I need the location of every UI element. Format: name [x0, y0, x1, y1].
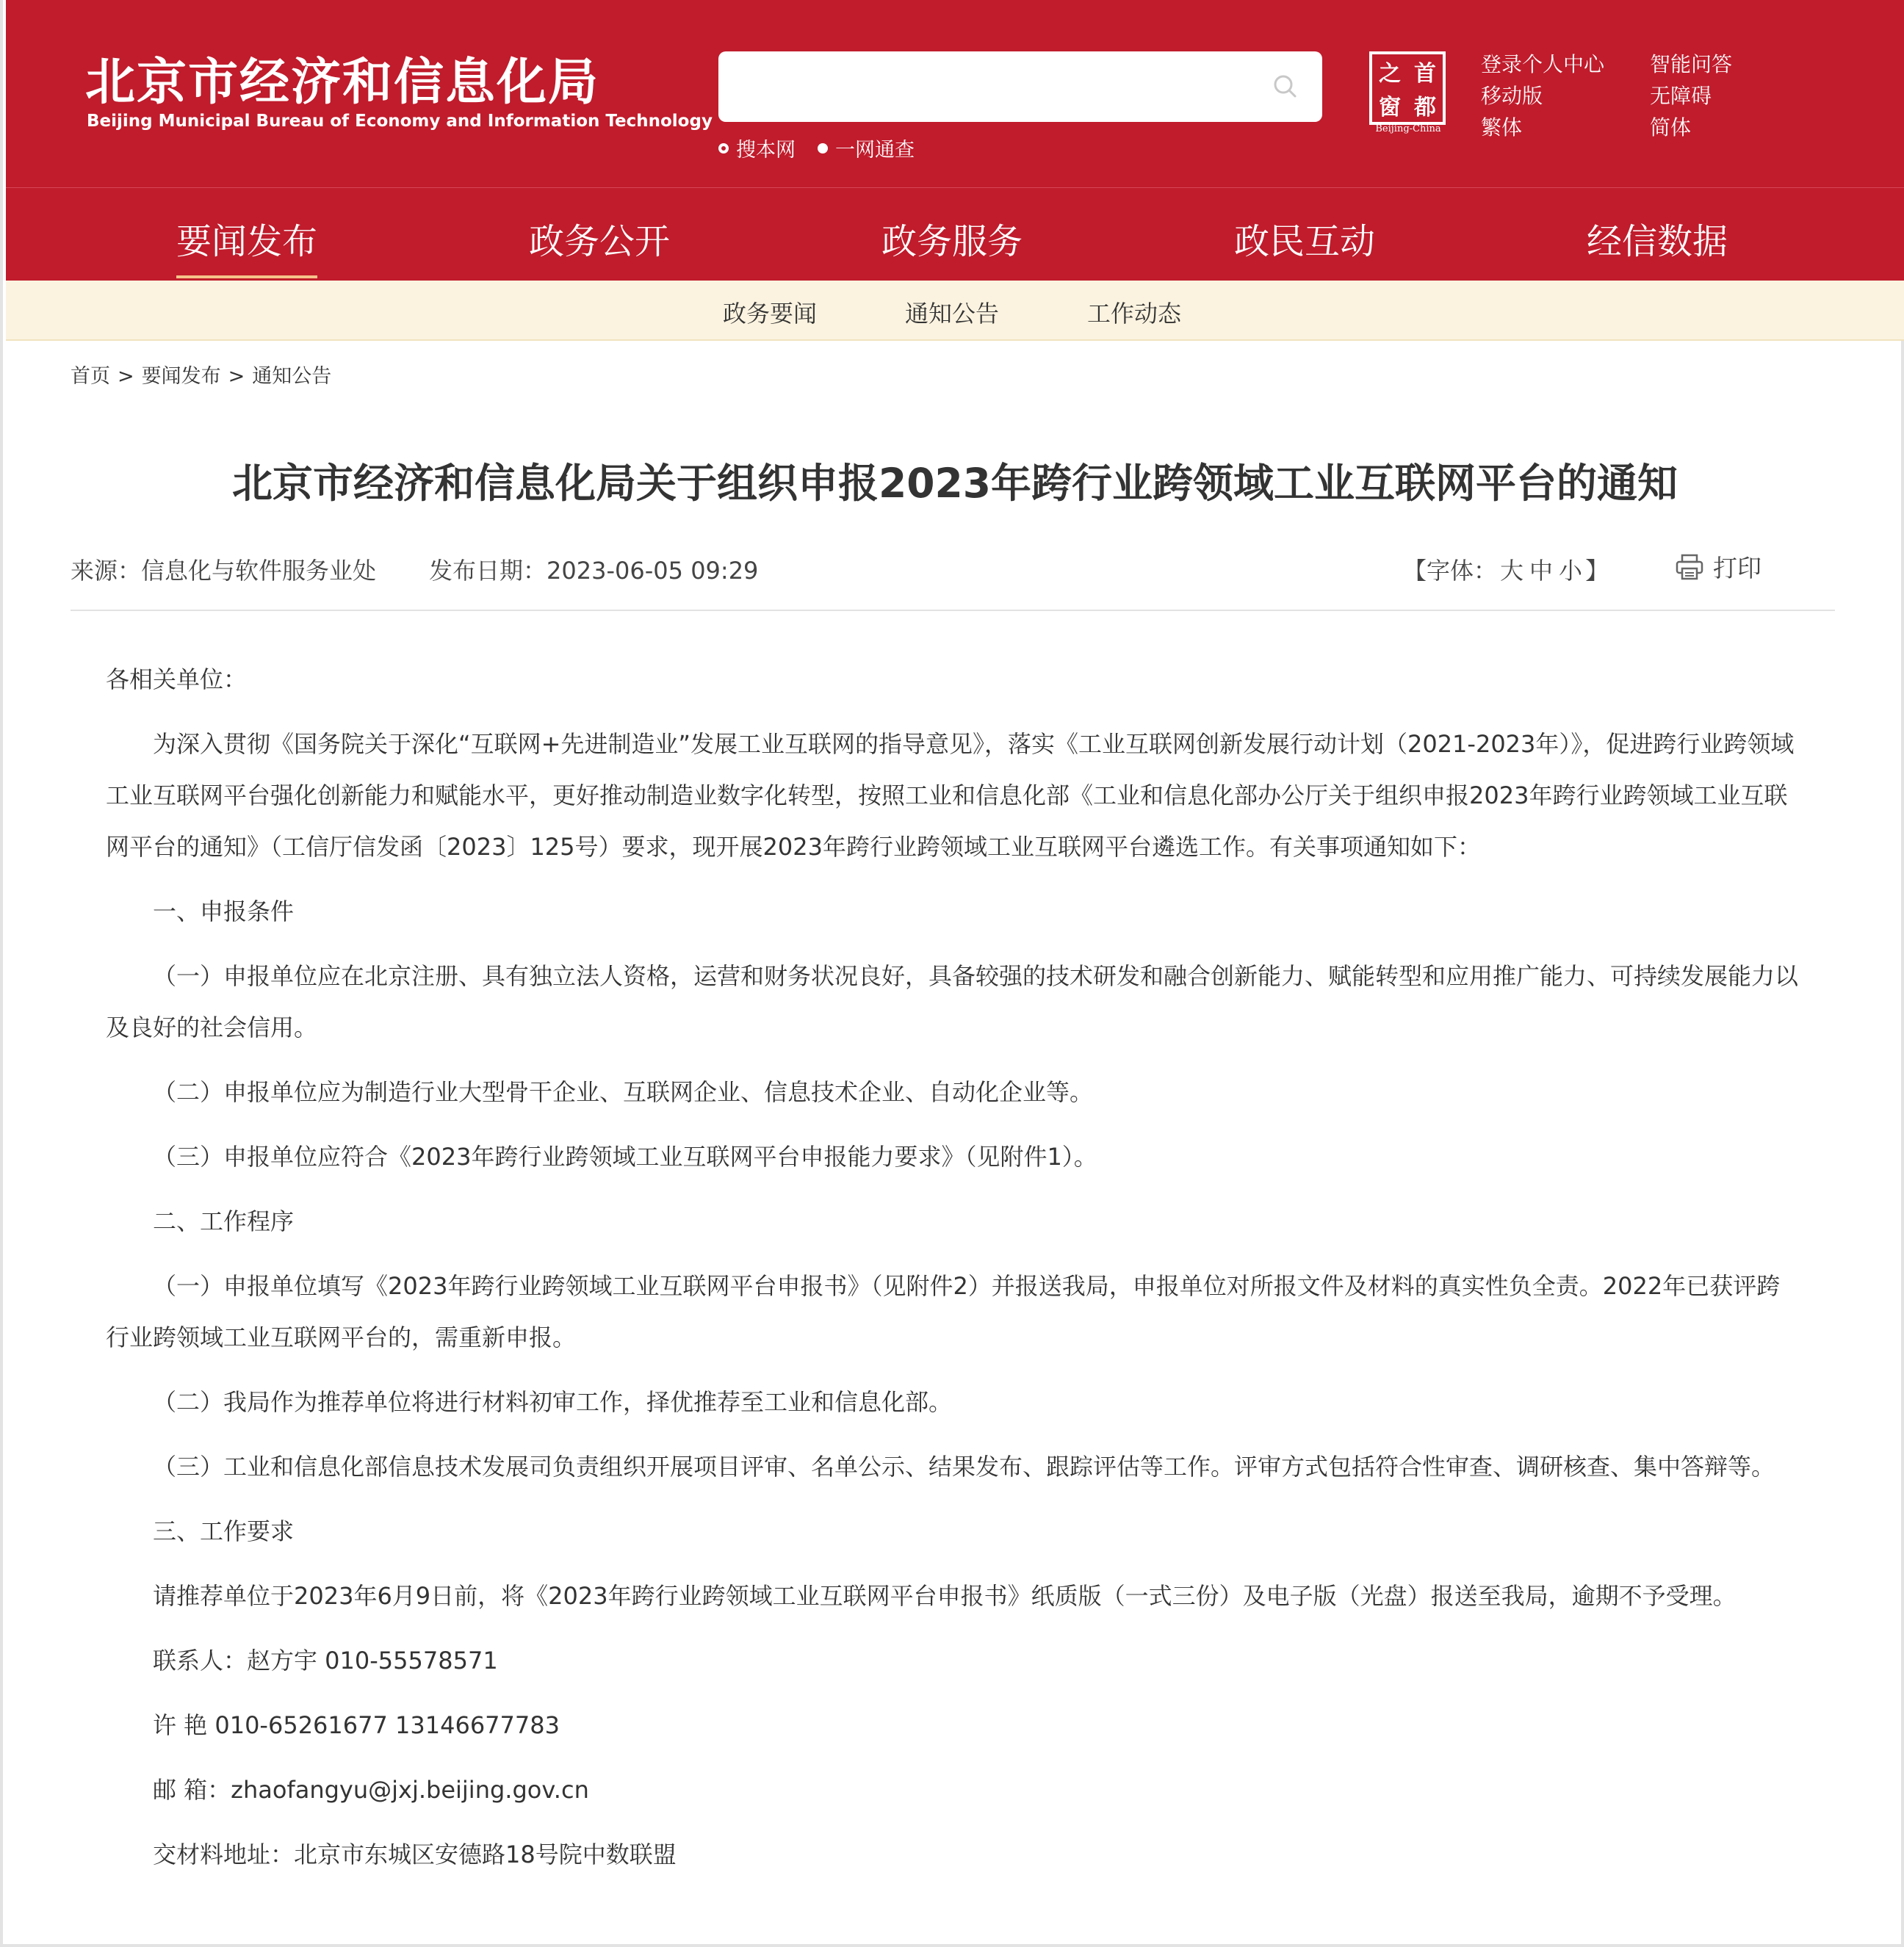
subnav-item-notices[interactable]: 通知公告 — [905, 300, 1000, 328]
breadcrumb-separator: > — [228, 365, 245, 388]
breadcrumb — [71, 360, 331, 389]
link-traditional[interactable]: 繁体 — [1481, 115, 1523, 140]
capital-logo-char: 之 — [1379, 61, 1401, 87]
site-header — [6, 0, 1904, 188]
print-label: 打印 — [1713, 554, 1761, 582]
link-mobile[interactable]: 移动版 — [1481, 84, 1543, 108]
contact-line: 许 艳 010-65261677 13146677783 — [153, 1711, 560, 1739]
main-nav — [6, 188, 1904, 281]
header-links-right — [1650, 48, 1732, 143]
sub-nav — [6, 281, 1904, 341]
capital-logo-sub: Beijing-China — [1375, 123, 1441, 134]
font-size-open: 【字体： — [1403, 557, 1498, 585]
article-paragraph: （二）我局作为推荐单位将进行材料初审工作，择优推荐至工业和信息化部。 — [153, 1388, 953, 1416]
nav-item-services[interactable]: 政务服务 — [881, 221, 1023, 262]
site-logo-cn[interactable]: 北京市经济和信息化局 — [85, 54, 600, 112]
font-size-large[interactable]: 大 — [1500, 557, 1524, 585]
source-value: 信息化与软件服务业处 — [141, 557, 377, 585]
breadcrumb-news[interactable]: 要闻发布 — [141, 365, 221, 388]
contact-address: 交材料地址：北京市东城区安德路18号院中数联盟 — [153, 1841, 677, 1868]
print-button[interactable] — [1675, 549, 1761, 584]
article-paragraph: （二）申报单位应为制造行业大型骨干企业、互联网企业、信息技术企业、自动化企业等。 — [153, 1078, 1094, 1106]
article-heading: 三、工作要求 — [153, 1517, 295, 1545]
article-body — [106, 654, 1803, 1893]
nav-item-news[interactable]: 要闻发布 — [176, 213, 317, 264]
article-paragraph: 为深入贯彻《国务院关于深化“互联网+先进制造业”发展工业互联网的指导意见》，落实《工业互联网创新发展行动计划（2021-2023年）》，促进跨行业跨领域工业互联网平台强化创新能力和赋能水平，更好推动制造业数字化转型，按照工业和信息化部《工业和信息化部办公厅关于组织申报2023年跨行业跨领域工业互联网平台的通知》（工信厅信发函〔2023〕125号）要求，现开展2023年跨行业跨领域工业互联网平台遴选工作。有关事项通知如下： — [106, 730, 1795, 861]
breadcrumb-separator: > — [118, 365, 134, 388]
article-paragraph: （一）申报单位应在北京注册、具有独立法人资格，运营和财务状况良好，具备较强的技术研发和融合创新能力、赋能转型和应用推广能力、可持续发展能力以及良好的社会信用。 — [106, 962, 1799, 1041]
article-meta — [71, 552, 758, 586]
nav-item-data[interactable]: 经信数据 — [1587, 221, 1728, 262]
link-ai-qa[interactable]: 智能问答 — [1650, 52, 1733, 76]
article-paragraph: 请推荐单位于2023年6月9日前，将《2023年跨行业跨领域工业互联网平台申报书》纸质版（一式三份）及电子版（光盘）报送至我局，逾期不予受理。 — [153, 1582, 1737, 1610]
search-icon[interactable] — [1269, 71, 1302, 103]
article-heading: 二、工作程序 — [153, 1207, 295, 1235]
font-size-small[interactable]: 小 — [1559, 557, 1583, 585]
radio-all-label[interactable]: 一网通查 — [835, 139, 915, 162]
link-simplified[interactable]: 简体 — [1650, 115, 1692, 140]
date-label: 发布日期： — [429, 557, 547, 585]
nav-item-disclosure[interactable]: 政务公开 — [529, 221, 671, 262]
date-value: 2023-06-05 09:29 — [547, 557, 759, 585]
nav-item-interaction[interactable]: 政民互动 — [1234, 221, 1376, 262]
link-accessibility[interactable]: 无障碍 — [1650, 84, 1712, 108]
breadcrumb-home[interactable]: 首页 — [71, 365, 110, 388]
capital-logo-char: 首 — [1414, 61, 1436, 87]
radio-site[interactable] — [718, 143, 729, 153]
source-label: 来源： — [71, 557, 142, 585]
link-login[interactable]: 登录个人中心 — [1481, 52, 1605, 76]
printer-icon — [1675, 552, 1704, 582]
article-paragraph: （一）申报单位填写《2023年跨行业跨领域工业互联网平台申报书》（见附件2）并报送我局，申报单位对所报文件及材料的真实性负全责。2022年已获评跨行业跨领域工业互联网平台的，需重新申报。 — [106, 1272, 1781, 1351]
capital-logo-char: 都 — [1414, 95, 1436, 120]
subnav-item-news[interactable]: 政务要闻 — [723, 300, 818, 328]
breadcrumb-notices[interactable]: 通知公告 — [252, 365, 332, 388]
radio-site-label[interactable]: 搜本网 — [736, 139, 796, 162]
article-heading: 一、申报条件 — [153, 897, 295, 925]
capital-logo-char: 窗 — [1379, 95, 1401, 120]
font-size-close: 】 — [1585, 557, 1609, 585]
article-title: 北京市经济和信息化局关于组织申报2023年跨行业跨领域工业互联网平台的通知 — [231, 460, 1678, 507]
font-size-control — [1403, 552, 1609, 586]
header-links-left — [1481, 48, 1604, 143]
capital-window-logo[interactable] — [1369, 51, 1446, 125]
article-salutation: 各相关单位： — [106, 665, 248, 693]
contact-line: 联系人：赵方宇 010-55578571 — [153, 1647, 498, 1675]
search-scope — [718, 134, 937, 162]
contact-email: 邮 箱：zhaofangyu@jxj.beijing.gov.cn — [153, 1776, 589, 1804]
meta-divider — [71, 610, 1835, 611]
site-logo-en[interactable]: Beijing Municipal Bureau of Economy and Information Technology — [87, 112, 713, 131]
search-input[interactable] — [718, 51, 1322, 122]
subnav-item-updates[interactable]: 工作动态 — [1087, 300, 1182, 328]
article-paragraph: （三）工业和信息化部信息技术发展司负责组织开展项目评审、名单公示、结果发布、跟踪评估等工作。评审方式包括符合性审查、调研核查、集中答辩等。 — [153, 1453, 1775, 1481]
font-size-medium[interactable]: 中 — [1529, 557, 1554, 585]
radio-all[interactable] — [818, 143, 828, 153]
article-paragraph: （三）申报单位应符合《2023年跨行业跨领域工业互联网平台申报能力要求》（见附件1）。 — [153, 1143, 1097, 1171]
